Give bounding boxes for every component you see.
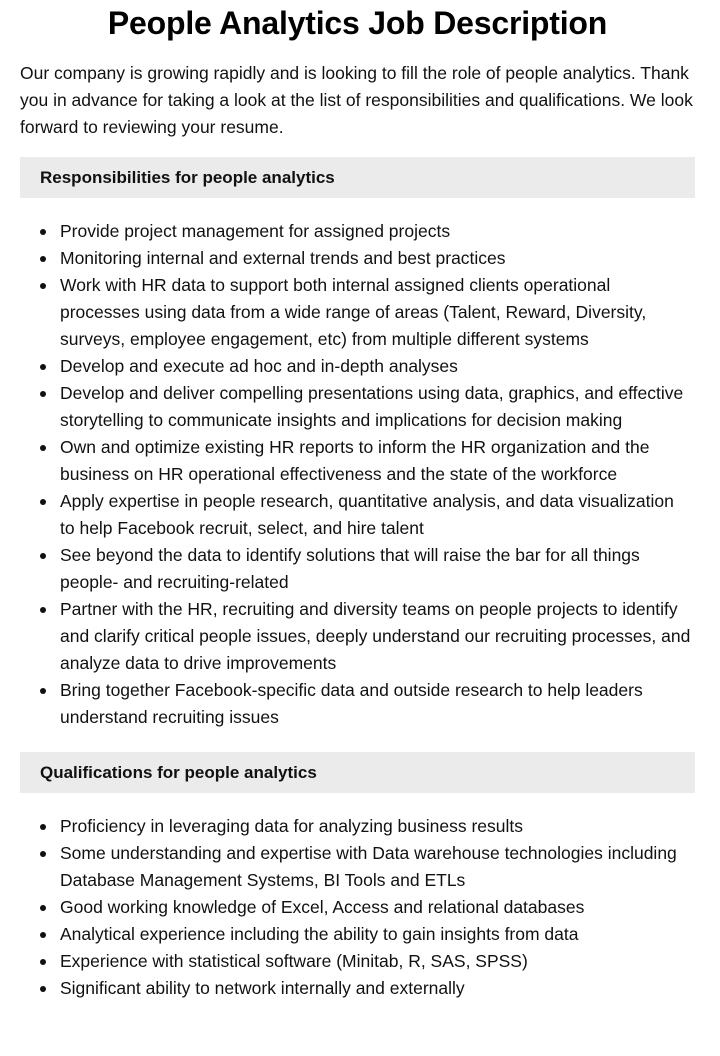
list-item-text: Work with HR data to support both internal assigned clients operational processes using data from a wide range of areas (Talent, Reward, Diversity, surveys, employee engagement, etc) from multiple different systems [60, 275, 647, 349]
bullet-icon [40, 256, 46, 262]
bullet-icon [40, 364, 46, 370]
list-item-text: Proficiency in leveraging data for analyzing business results [60, 816, 524, 836]
bullet-icon [40, 445, 46, 451]
bullet-icon [40, 229, 46, 235]
list-item [60, 272, 695, 353]
bullet-icon [40, 283, 46, 289]
bullet-icon [40, 905, 46, 911]
list-item [60, 813, 695, 840]
qualifications-heading: Qualifications for people analytics [20, 752, 695, 793]
list-item [60, 380, 695, 434]
list-item [60, 542, 695, 596]
page-title: People Analytics Job Description [107, 5, 608, 41]
list-item [60, 677, 695, 731]
bullet-icon [40, 986, 46, 992]
list-item-text: Apply expertise in people research, quantitative analysis, and data visualization to help Facebook recruit, select, and hire talent [60, 491, 674, 538]
bullet-icon [40, 688, 46, 694]
list-item [60, 245, 695, 272]
qualifications-list [20, 813, 695, 1002]
section-spacer [20, 731, 695, 736]
list-item [60, 921, 695, 948]
list-item [60, 596, 695, 677]
list-item-text: Own and optimize existing HR reports to inform the HR organization and the business on HR operational effectiveness and the state of the workforce [60, 437, 650, 484]
list-item-text: Analytical experience including the ability to gain insights from data [60, 924, 579, 944]
responsibilities-list [20, 218, 695, 731]
list-item [60, 894, 695, 921]
list-item-text: Develop and deliver compelling presentations using data, graphics, and effective storytelling to communicate insights and implications for decision making [60, 383, 684, 430]
list-item [60, 975, 695, 1002]
bullet-icon [40, 607, 46, 613]
list-item [60, 218, 695, 245]
bullet-icon [40, 851, 46, 857]
bullet-icon [40, 932, 46, 938]
responsibilities-heading: Responsibilities for people analytics [20, 157, 695, 198]
bullet-icon [40, 959, 46, 965]
list-item-text: Partner with the HR, recruiting and diversity teams on people projects to identify and clarify critical people issues, deeply understand our recruiting processes, and analyze data to drive improvements [60, 599, 691, 673]
list-item [60, 840, 695, 894]
list-item-text: Monitoring internal and external trends and best practices [60, 248, 506, 268]
list-item-text: Develop and execute ad hoc and in-depth analyses [60, 356, 458, 376]
list-item [60, 353, 695, 380]
bullet-icon [40, 824, 46, 830]
bullet-icon [40, 553, 46, 559]
intro-paragraph: Our company is growing rapidly and is looking to fill the role of people analytics. Thank you in advance for taking a look at the list of responsibilities and qualifications. We look forward to reviewing your resume. [20, 63, 693, 137]
list-item [60, 488, 695, 542]
list-item-text: Provide project management for assigned projects [60, 221, 451, 241]
bullet-icon [40, 499, 46, 505]
list-item-text: Good working knowledge of Excel, Access and relational databases [60, 897, 585, 917]
list-item-text: Some understanding and expertise with Data warehouse technologies including Database Management Systems, BI Tools and ETLs [60, 843, 677, 890]
list-item-text: Significant ability to network internally and externally [60, 978, 465, 998]
bullet-icon [40, 391, 46, 397]
list-item-text: See beyond the data to identify solutions that will raise the bar for all things people- and recruiting-related [60, 545, 640, 592]
list-item-text: Bring together Facebook-specific data and outside research to help leaders understand recruiting issues [60, 680, 643, 727]
list-item [60, 434, 695, 488]
list-item [60, 948, 695, 975]
list-item-text: Experience with statistical software (Minitab, R, SAS, SPSS) [60, 951, 528, 971]
